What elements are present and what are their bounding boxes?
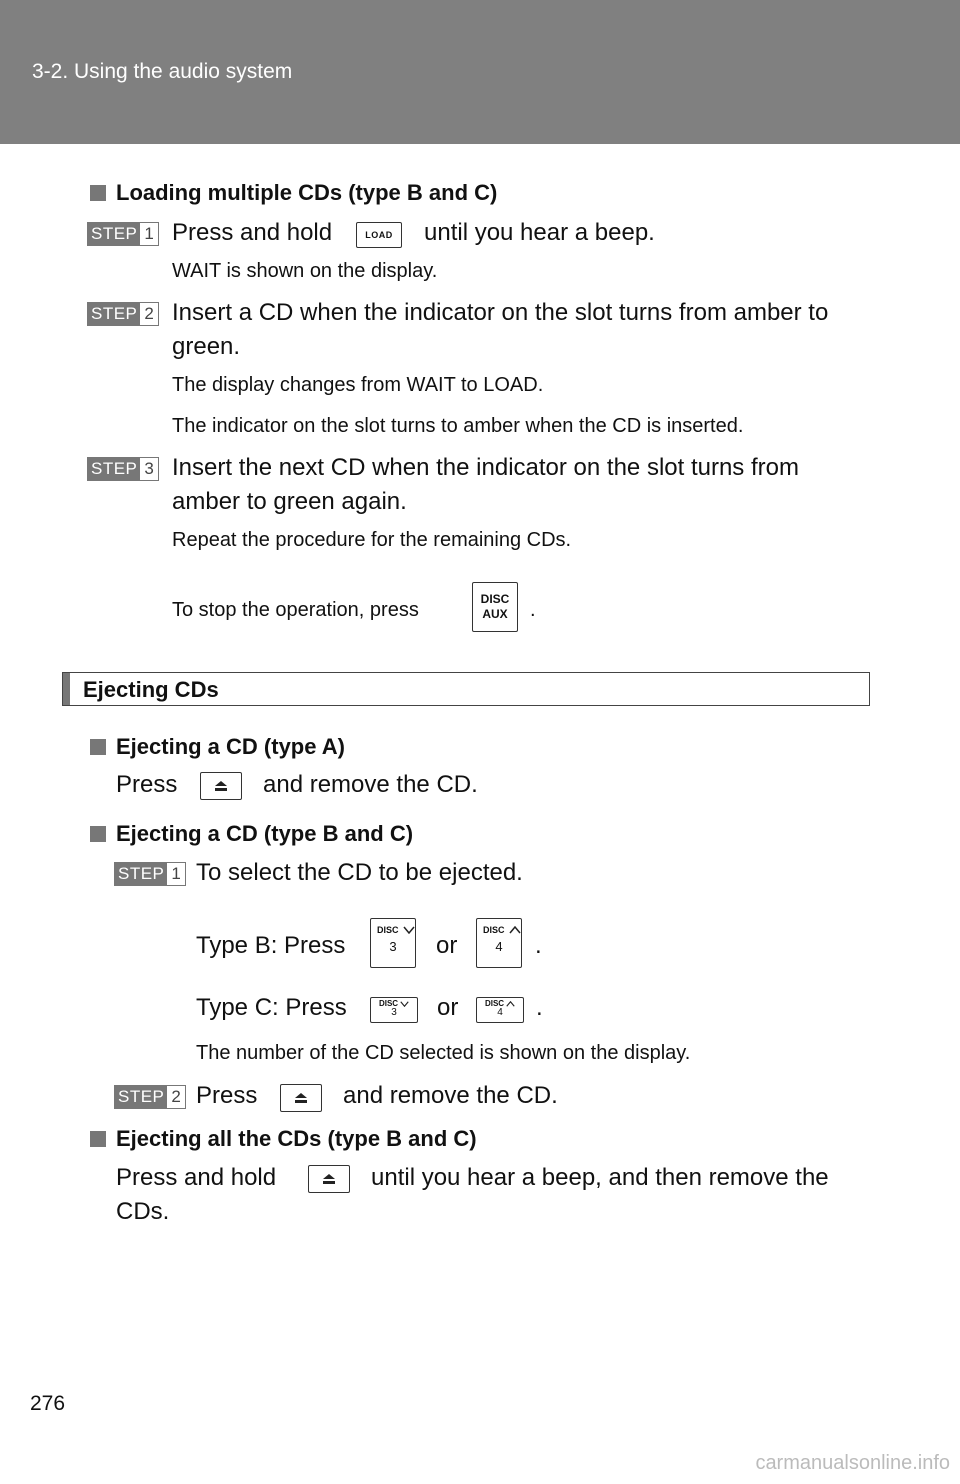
eject-all-line2: CDs. [116,1198,170,1225]
disc-down-button-c[interactable]: DISC 3 [370,997,418,1023]
eject-button[interactable] [280,1084,322,1112]
section-marker [63,673,70,705]
eject-bc-note: The number of the CD selected is shown on the display. [196,1042,691,1064]
eject-all-pre: Press and hold [116,1164,277,1191]
step3-note: Repeat the procedure for the remaining CDs. [172,529,572,551]
type-b-post: . [535,932,542,959]
eject-icon [323,1174,335,1184]
eject-step1-text: To select the CD to be ejected. [196,859,523,886]
eject-a-heading: Ejecting a CD (type A) [90,734,345,760]
eject-a-pre: Press [116,771,178,798]
step3-line2: amber to green again. [172,488,407,515]
square-bullet-icon [90,739,106,755]
eject-step2-pre: Press [196,1082,258,1109]
section-bar-ejecting [62,672,870,706]
step2-line1: Insert a CD when the indicator on the slot turns from amber to [172,299,829,326]
disc-aux-button[interactable]: DISC AUX [472,582,518,632]
page-header [0,0,960,144]
step1-text-pre: Press and hold [172,219,333,246]
chevron-up-icon [509,926,521,934]
loading-heading: Loading multiple CDs (type B and C) [90,180,497,206]
square-bullet-icon [90,1131,106,1147]
step-badge-1: STEP 1 [87,222,159,246]
type-c-post: . [536,994,543,1021]
load-button[interactable]: LOAD [356,222,402,248]
step3-line1: Insert the next CD when the indicator on the slot turns from [172,454,799,481]
type-b-pre: Type B: Press [196,932,346,959]
step-badge-eject-2: STEP 2 [114,1085,186,1109]
chevron-down-icon [403,926,415,934]
eject-all-post: until you hear a beep, and then remove the [371,1164,829,1191]
stop-text-post: . [530,599,536,621]
eject-bc-heading: Ejecting a CD (type B and C) [90,821,413,847]
eject-icon [295,1093,307,1103]
square-bullet-icon [90,185,106,201]
page-number: 276 [30,1392,66,1415]
type-c-pre: Type C: Press [196,994,347,1021]
eject-button[interactable] [200,772,242,800]
step-badge-eject-1: STEP 1 [114,862,186,886]
header-section-title: 3-2. Using the audio system [32,60,293,83]
eject-a-post: and remove the CD. [263,771,478,798]
disc-up-button-b[interactable]: DISC 4 [476,918,522,968]
step2-note1: The display changes from WAIT to LOAD. [172,374,544,396]
watermark: carmanualsonline.info [755,1452,950,1474]
eject-step2-post: and remove the CD. [343,1082,558,1109]
step-badge-3: STEP 3 [87,457,159,481]
eject-all-heading: Ejecting all the CDs (type B and C) [90,1126,477,1152]
step2-note2: The indicator on the slot turns to amber when the CD is inserted. [172,415,744,437]
chevron-up-icon [506,1001,515,1007]
step1-note: WAIT is shown on the display. [172,260,438,282]
eject-icon [215,781,227,791]
disc-up-button-c[interactable]: DISC 4 [476,997,524,1023]
step1-text-post: until you hear a beep. [424,219,655,246]
stop-text-pre: To stop the operation, press [172,599,419,621]
step2-line2: green. [172,333,241,360]
square-bullet-icon [90,826,106,842]
eject-button[interactable] [308,1165,350,1193]
chevron-down-icon [400,1001,409,1007]
section-title: Ejecting CDs [83,677,219,702]
type-b-or: or [436,932,458,959]
step-badge-2: STEP 2 [87,302,159,326]
type-c-or: or [437,994,459,1021]
disc-down-button-b[interactable]: DISC 3 [370,918,416,968]
